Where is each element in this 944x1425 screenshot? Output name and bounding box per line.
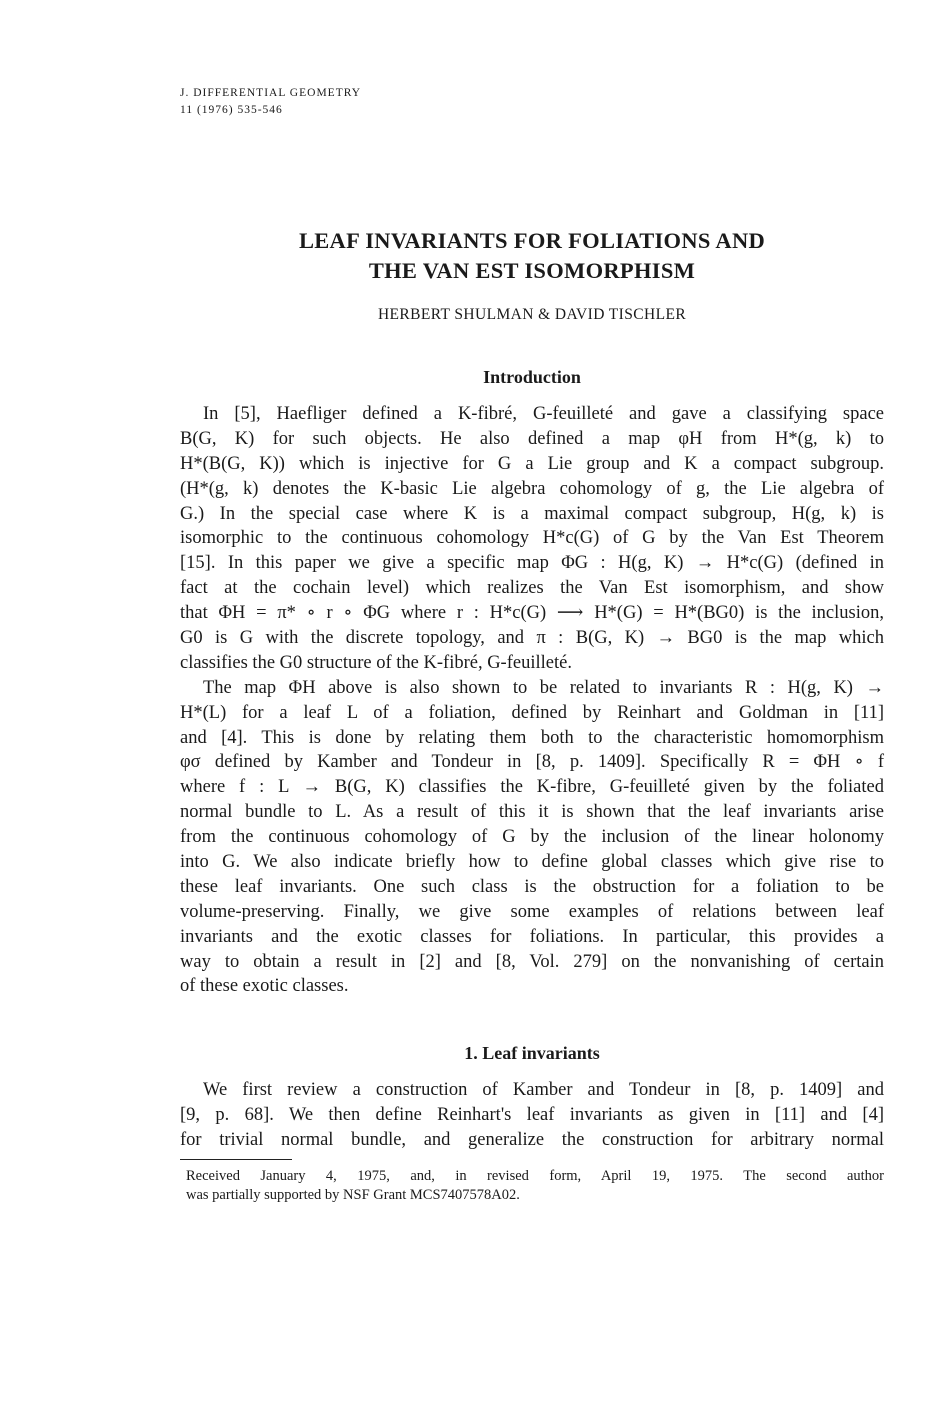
footnote <box>186 1167 884 1205</box>
introduction-heading: Introduction <box>483 367 581 387</box>
footnote-rule <box>180 1159 292 1160</box>
authors: HERBERT SHULMAN & DAVID TISCHLER <box>377 306 687 323</box>
text-line: classifies the G0 structure of the K-fibré, G-feuilleté. <box>180 652 572 673</box>
title-line-1: LEAF INVARIANTS FOR FOLIATIONS AND <box>298 228 766 253</box>
journal-citation: 11 (1976) 535-546 <box>180 104 283 116</box>
section-1-body <box>180 1078 884 1153</box>
text-line: fact at the cochain level) which realizes the Van Est isomorphism, and show <box>180 578 884 599</box>
text-line: B(G, K) for such objects. He also defined a map φH from H*(g, k) to <box>180 428 884 449</box>
section-1-heading: 1. Leaf invariants <box>464 1043 600 1063</box>
text-line: that ΦH = π* ∘ r ∘ ΦG where r : H*c(G) ⟶ H*(G) = H*(BG0) is the inclusion, <box>180 603 884 624</box>
text-line: (H*(g, k) denotes the K-basic Lie algebra cohomology of g, the Lie algebra of <box>180 478 884 499</box>
footnote-line: Received January 4, 1975, and, in revised form, April 19, 1975. The second author <box>186 1168 884 1184</box>
text-line: invariants and the exotic classes for foliations. In particular, this provides a <box>180 926 884 947</box>
text-line: H*(L) for a leaf L of a foliation, defined by Reinhart and Goldman in [11] <box>180 702 884 723</box>
text-line: G0 is G with the discrete topology, and π : B(G, K) → BG0 is the map which <box>180 628 884 649</box>
text-line: into G. We also indicate briefly how to define global classes which give rise to <box>180 852 884 873</box>
text-line: In [5], Haefliger defined a K-fibré, G-feuilleté and gave a classifying space <box>203 404 884 424</box>
text-line: We first review a construction of Kamber and Tondeur in [8, p. 1409] and <box>203 1080 884 1100</box>
journal-name: J. DIFFERENTIAL GEOMETRY <box>180 87 362 99</box>
title-line-2: THE VAN EST ISOMORPHISM <box>368 258 696 283</box>
paper-title <box>180 226 884 286</box>
text-line: G.) In the special case where K is a maximal compact subgroup, H(g, k) is <box>180 503 884 524</box>
text-line: H*(B(G, K)) which is injective for G a Lie group and K a compact subgroup. <box>180 453 884 474</box>
text-line: volume-preserving. Finally, we give some examples of relations between leaf <box>180 901 884 922</box>
text-line: for trivial normal bundle, and generalize the construction for arbitrary normal <box>180 1129 884 1150</box>
text-line: these leaf invariants. One such class is the obstruction for a foliation to be <box>180 876 884 897</box>
text-line: φσ defined by Kamber and Tondeur in [8, p. 1409]. Specifically R = ΦH ∘ f <box>180 752 884 773</box>
text-line: The map ΦH above is also shown to be related to invariants R : H(g, K) → <box>203 677 884 698</box>
text-line: isomorphic to the continuous cohomology H*c(G) of G by the Van Est Theorem <box>180 528 884 549</box>
text-line: of these exotic classes. <box>180 976 349 997</box>
introduction-body <box>180 402 884 999</box>
text-line: [9, p. 68]. We then define Reinhart's leaf invariants as given in [11] and [4] <box>180 1104 884 1125</box>
footnote-line: was partially supported by NSF Grant MCS7407578A02. <box>186 1187 520 1203</box>
text-line: and [4]. This is done by relating them both to the characteristic homomorphism <box>180 727 884 748</box>
text-line: where f : L → B(G, K) classifies the K-fibre, G-feuilleté given by the foliated <box>180 777 884 798</box>
journal-header <box>180 85 361 119</box>
text-line: from the continuous cohomology of G by the inclusion of the linear holonomy <box>180 827 884 848</box>
text-line: normal bundle to L. As a result of this it is shown that the leaf invariants arise <box>180 802 884 823</box>
text-line: way to obtain a result in [2] and [8, Vol. 279] on the nonvanishing of certain <box>180 951 884 972</box>
text-line: [15]. In this paper we give a specific map ΦG : H(g, K) → H*c(G) (defined in <box>180 553 884 574</box>
